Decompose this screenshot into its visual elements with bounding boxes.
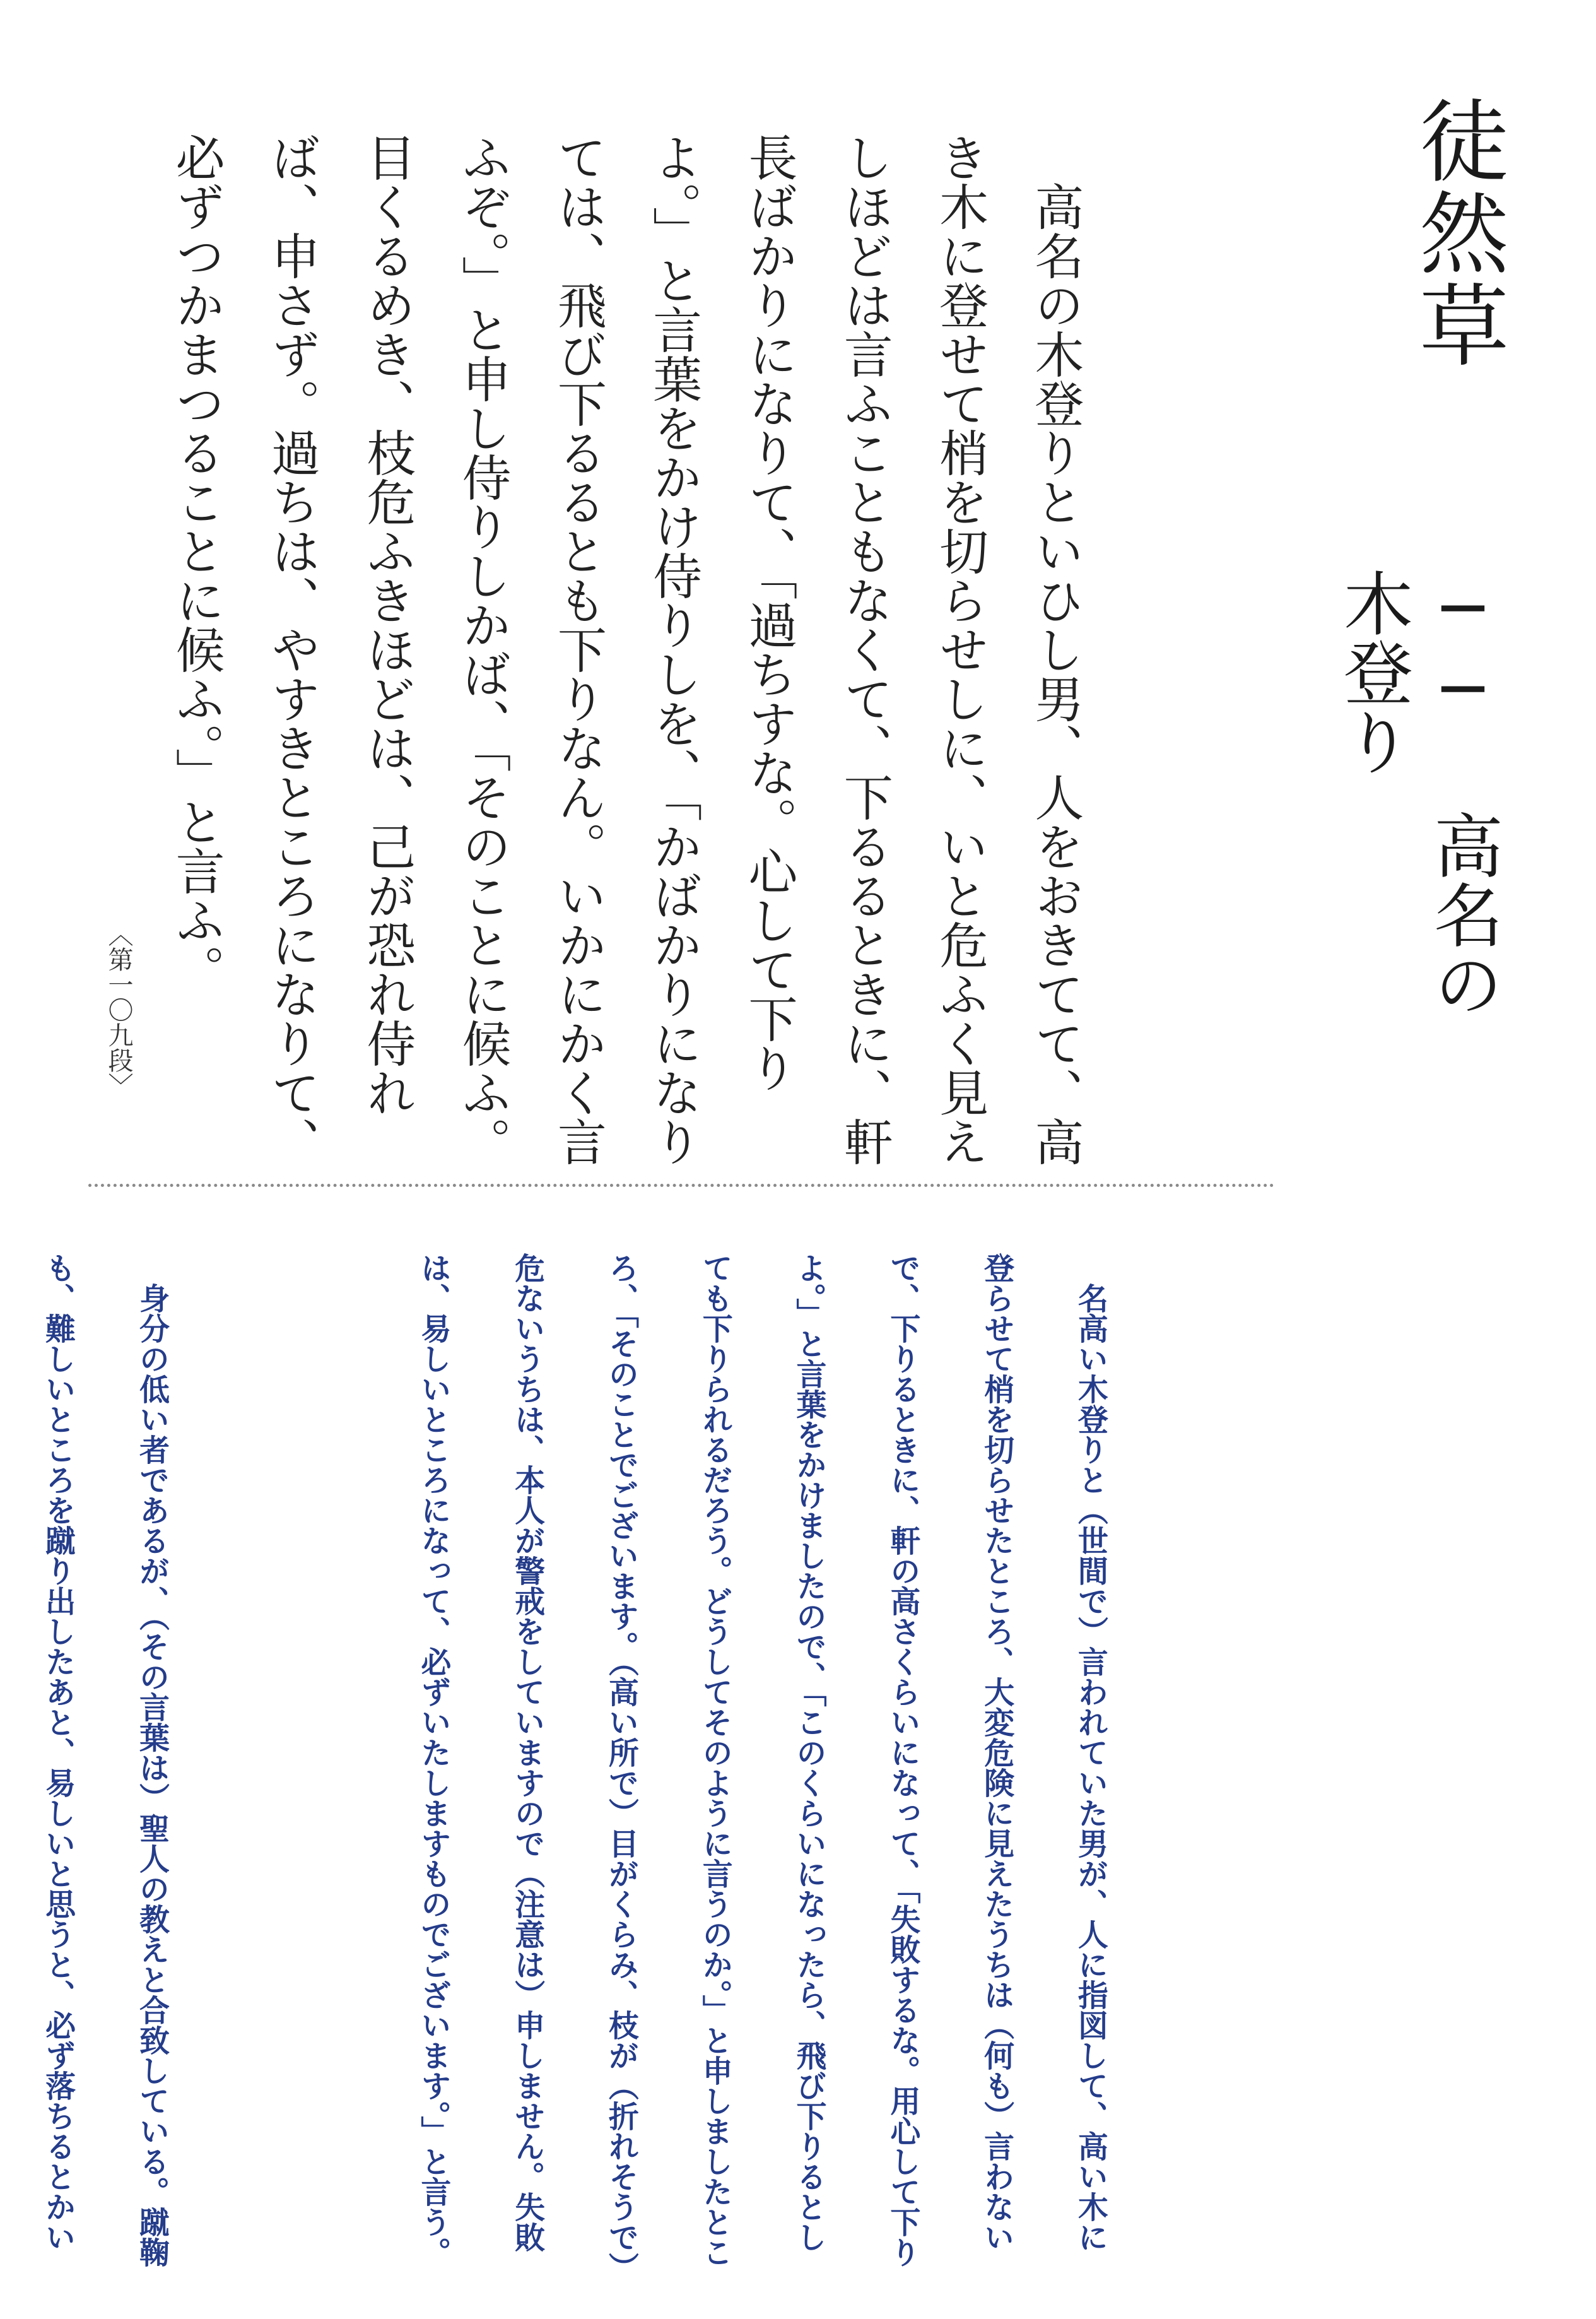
classical-text [167,133,1293,1174]
translation-paragraph-1: 名高い木登りと（世間で）言われていた男が、人に指図して、高い木に登らせて梢を切らせたところ、大変危険に見えたうちは（何も）言わないで、下りるときに、軒の高さくらいになって、「失敗するな。用心して下りよ。」と言葉をかけましたので、「このくらいになったら、飛び下りるとしても下りられるだろう。どうしてそのように言うのか。」と申しましたところ、「そのことでございます。（高い所で）目がくらみ、枝が（折れそうで）危ないうちは、本人が警戒をしていますので（注意は）申しません。失敗は、易しいところになって、必ずいたしますものでございます。」と言う。 [415,1253,1108,2267]
translation-paragraph-2: 身分の低い者であるが、（その言葉は）聖人の教えと合致している。蹴鞠も、難しいところを蹴り出したあと、易しいと思うと、必ず落ちるとかい [40,1253,170,2267]
section-citation: 〈第一〇九段〉 [104,921,133,1098]
modern-translation [40,1253,1325,2275]
page-subtitle: ── 高名の木登り [1332,568,1503,1018]
classical-paragraph-1: 高名の木登りといひし男、人をおきてて、高き木に登せて梢を切らせしに、いと危ふく見えしほどは言ふこともなくて、下るるときに、軒長ばかりになりて、「過ちすな。心して下りよ。」と言葉をかけ侍りしを、「かばかりになりては、飛び下るるとも下りなん。いかにかく言ふぞ。」と申し侍りしかば、「そのことに候ふ。目くるめき、枝危ふきほどは、己が恐れ侍れば、申さず。過ちは、やすきところになりて、必ずつかまつることに候ふ。」と言ふ。 [167,133,1084,1166]
page-title: 徒然草 [1404,95,1508,371]
dotted-divider [88,1184,1274,1187]
